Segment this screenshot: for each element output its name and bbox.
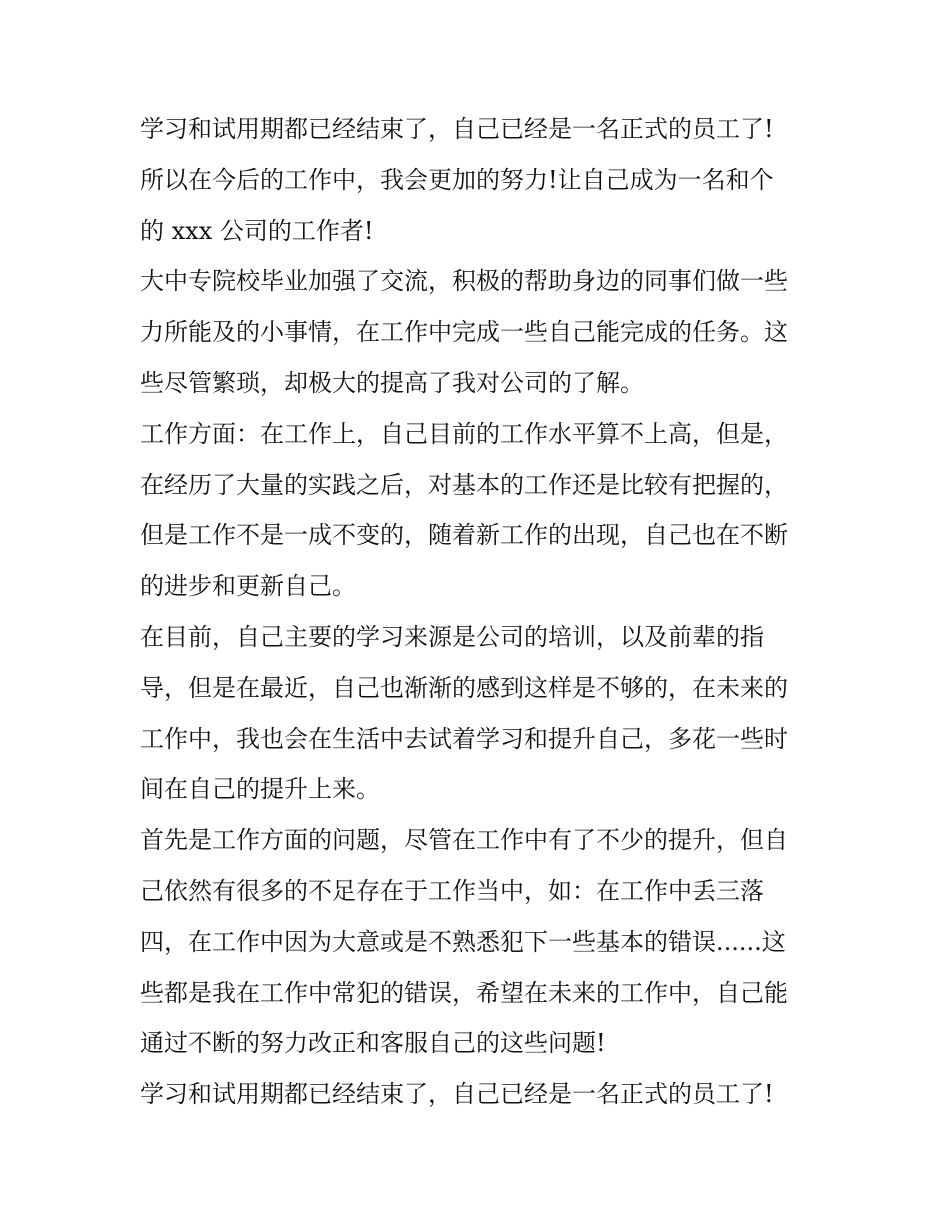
text-line: 通过不断的努力改正和客服自己的这些问题!	[140, 1029, 606, 1058]
text-line: 的 xxx 公司的工作者!	[140, 216, 374, 245]
text-line: 学习和试用期都已经结束了，自己已经是一名正式的员工了!	[140, 115, 774, 143]
text-line: 学习和试用期都已经结束了，自己已经是一名正式的员工了!	[140, 1080, 774, 1109]
text-line: 在经历了大量的实践之后，对基本的工作还是比较有把握的，	[140, 470, 788, 499]
text-line: 大中专院校毕业加强了交流，积极的帮助身边的同事们做一些	[140, 267, 788, 296]
text-line: 些尽管繁琐，却极大的提高了我对公司的了解。	[140, 368, 644, 397]
text-line: 力所能及的小事情，在工作中完成一些自己能完成的任务。这	[140, 318, 788, 347]
document-body	[140, 104, 820, 1120]
text-line: 己依然有很多的不足存在于工作当中，如：在工作中丢三落	[140, 876, 764, 905]
text-line: 的进步和更新自己。	[140, 572, 356, 601]
text-line: 首先是工作方面的问题，尽管在工作中有了不少的提升，但自	[140, 826, 788, 855]
text-line: 工作方面：在工作上，自己目前的工作水平算不上高，但是，	[140, 419, 788, 448]
text-line: 些都是我在工作中常犯的错误，希望在未来的工作中，自己能	[140, 978, 788, 1007]
text-line: 间在自己的提升上来。	[140, 775, 380, 804]
text-line: 工作中，我也会在生活中去试着学习和提升自己，多花一些时	[140, 724, 788, 753]
text-line: 但是工作不是一成不变的，随着新工作的出现，自己也在不断	[140, 521, 788, 550]
text-line: 四，在工作中因为大意或是不熟悉犯下一些基本的错误......这	[140, 927, 786, 956]
text-line: 所以在今后的工作中，我会更加的努力!让自己成为一名和个	[140, 165, 774, 194]
text-line: 在目前，自己主要的学习来源是公司的培训，以及前辈的指	[140, 622, 764, 651]
text-line: 导，但是在最近，自己也渐渐的感到这样是不够的，在未来的	[140, 673, 788, 702]
